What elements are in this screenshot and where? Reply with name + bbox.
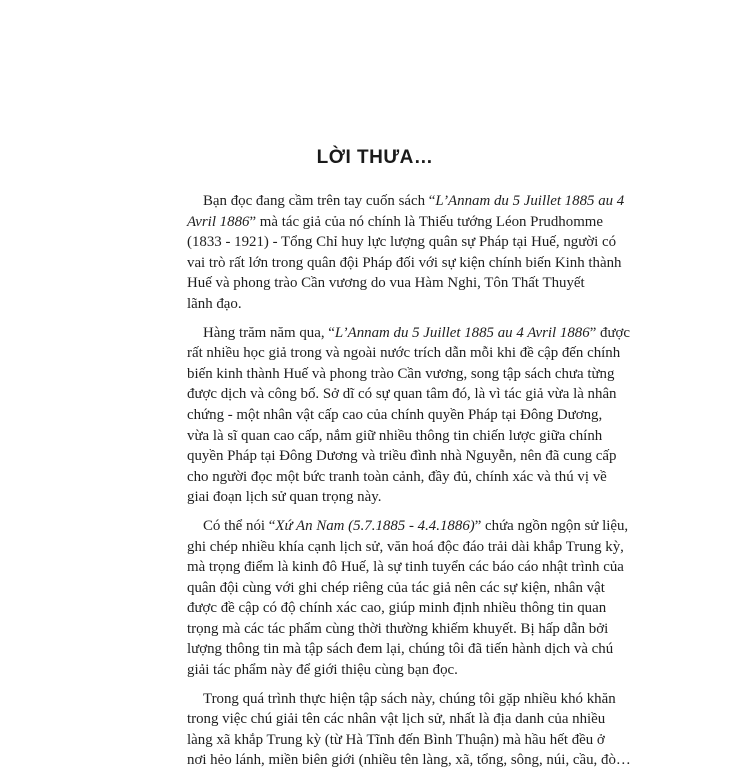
text-line [187,689,616,710]
text-line [187,384,617,405]
text-segment: làng xã khắp Trung kỳ (từ Hà Tĩnh đến Bình Thuận) mà hầu hết đều ở [187,731,605,748]
italic-title-text: L’Annam du 5 Juillet 1885 au 4 [435,193,625,209]
text-segment: Có thể nói “ [203,517,276,534]
text-line [187,709,606,730]
text-line [187,750,631,771]
text-segment: Hàng trăm năm qua, “ [203,324,335,341]
body-text [187,191,631,779]
text-segment: quyền Pháp tại Đông Dương và triều đình nhà Nguyễn, nên đã cung cấp [187,448,617,465]
text-line [187,364,615,385]
text-line [187,212,603,233]
text-segment: được đề cập có độ chính xác cao, giúp minh định nhiều thông tin quan [187,600,607,617]
page-heading: LỜI THƯA… [316,147,434,168]
text-line [187,446,617,467]
text-line [187,487,563,508]
text-segment: lượng thông tin mà tập sách đem lại, chúng tôi đã tiến hành dịch và chú [187,641,614,658]
text-segment: nơi hẻo lánh, miền biên giới (nhiều tên làng, xã, tổng, sông, núi, cầu, đò… [187,752,631,769]
text-segment: vừa là sĩ quan cao cấp, nắm giữ nhiều thông tin chiến lược giữa chính [187,427,603,444]
text-line [187,619,609,640]
italic-title-text: L’Annam du 5 Juillet 1885 au 4 Avril 1886 [334,324,590,341]
text-line [187,405,603,426]
text-segment: ” chứa ngồn ngộn sử liệu, [474,517,629,534]
text-segment: quân đội cùng với ghi chép riêng của tác giả nên các sự kiện, nhân vật [187,579,605,596]
text-segment: trọng mà các tác phẩm cùng thời thường khiếm khuyết. Bị hấp dẫn bởi [187,620,609,637]
paragraph [187,323,631,508]
text-segment: ” được [589,324,631,341]
text-line [187,467,607,488]
text-segment: (1833 - 1921) - Tổng Chỉ huy lực lượng quân sự Pháp tại Huế, người có [187,234,617,251]
text-segment: biến kinh thành Huế và phong trào Cần vương, song tập sách chưa từng [187,365,615,382]
text-segment: lãnh đạo. [187,295,242,312]
text-line [187,516,629,537]
text-line [187,730,605,751]
text-line [187,253,622,274]
text-line [187,598,607,619]
text-line [187,426,603,447]
text-line [187,294,563,315]
text-line [187,323,631,344]
paragraph [187,191,625,315]
text-segment: giai đoạn lịch sử quan trọng này. [187,489,382,506]
text-line [187,660,563,681]
text-segment: vai trò rất lớn trong quân đội Pháp đối với sự kiện chính biến Kinh thành [187,254,622,271]
text-segment: được dịch và công bố. Sở dĩ có sự quan tâm đó, là vì tác giả vừa là nhân [187,386,617,403]
text-line [187,191,625,212]
paragraph [187,516,629,681]
text-segment: mà trọng điểm là kinh đô Huế, là sự tinh tuyển các báo cáo nhật trình của [187,559,624,576]
text-segment: chứng - một nhân vật cấp cao của chính quyền Pháp tại Đông Dương, [187,406,603,423]
text-line [187,578,605,599]
text-segment: ” mà tác giả của nó chính là Thiếu tướng Léon Prudhomme [249,213,603,230]
text-line [187,557,624,578]
text-line [187,273,585,294]
text-segment: trong việc chú giải tên các nhân vật lịch sử, nhất là địa danh của nhiều [187,711,606,728]
text-line [187,343,621,364]
text-line [187,537,624,558]
paragraph [187,689,631,771]
text-line [187,232,617,253]
text-segment: giải tác phẩm này để giới thiệu cùng bạn đọc. [187,662,458,679]
text-segment: rất nhiều học giả trong và ngoài nước trích dẫn mỗi khi đề cập đến chính [187,345,621,362]
text-segment: ghi chép nhiều khía cạnh lịch sử, văn hoá độc đáo trải dài khắp Trung kỳ, [187,538,624,555]
text-segment: cho người đọc một bức tranh toàn cảnh, đầy đủ, chính xác và thú vị về [187,468,607,485]
text-segment: Bạn đọc đang cầm trên tay cuốn sách “ [203,193,436,209]
text-segment: Trong quá trình thực hiện tập sách này, chúng tôi gặp nhiều khó khăn [203,690,616,707]
italic-title-text: Avril 1886 [187,213,250,230]
text-segment: Huế và phong trào Cần vương do vua Hàm Nghi, Tôn Thất Thuyết [187,275,585,292]
italic-title-text: Xứ An Nam (5.7.1885 - 4.4.1886) [275,517,475,534]
text-line [187,639,614,660]
